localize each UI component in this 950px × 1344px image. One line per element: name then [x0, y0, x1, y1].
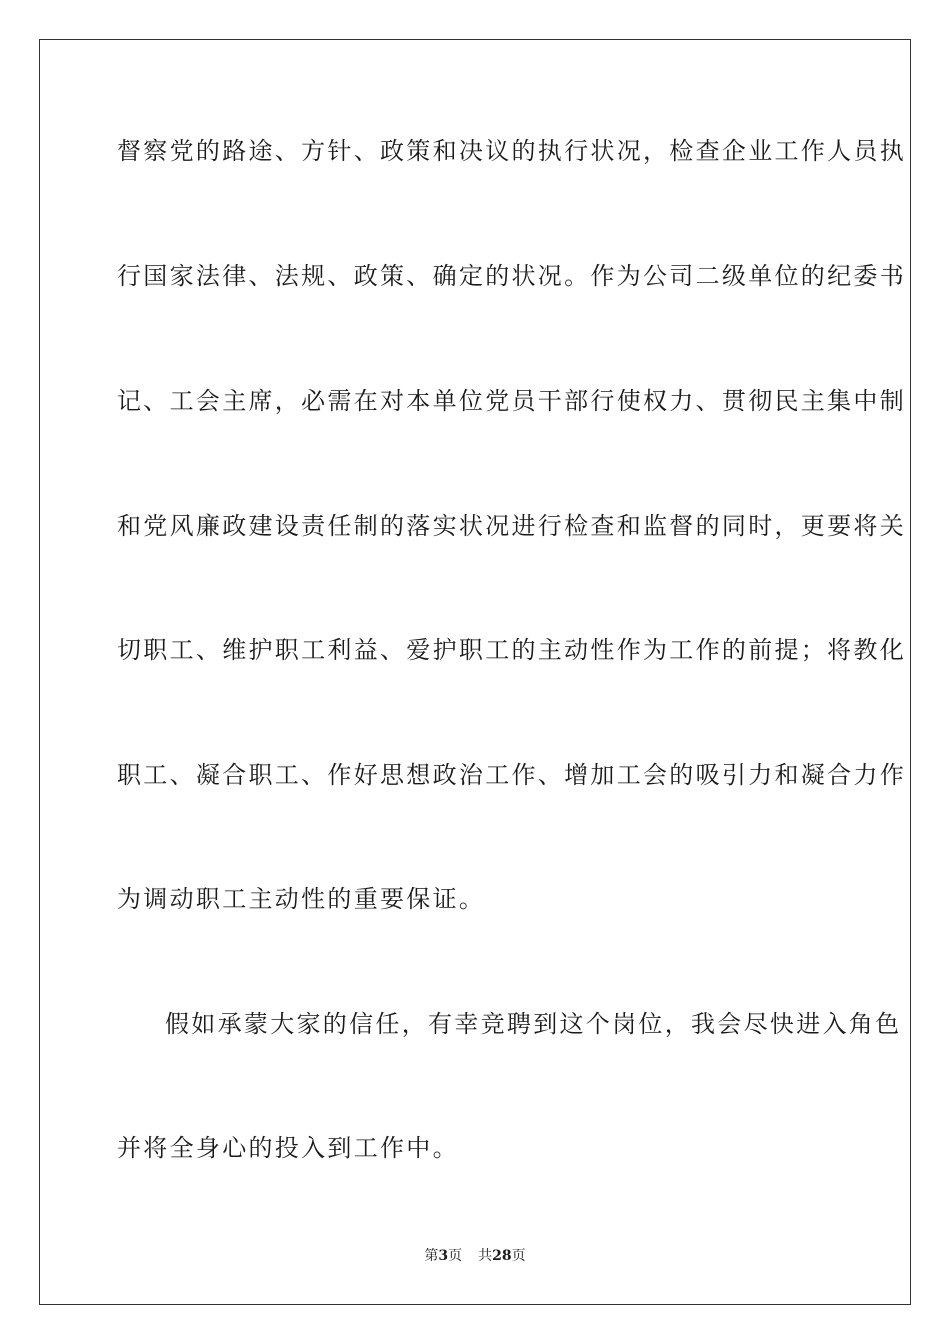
- body-text-line: 督察党的路途、方针、政策和决议的执行状况，检查企业工作人员执: [117, 137, 906, 165]
- total-label-suffix: 页: [511, 1248, 526, 1264]
- body-text-line: 为调动职工主动性的重要保证。: [117, 885, 486, 913]
- page-number: 3: [438, 1248, 449, 1264]
- page-label-prefix: 第: [424, 1248, 439, 1264]
- total-label-prefix: 共: [478, 1248, 493, 1264]
- body-text-line: 并将全身心的投入到工作中。: [117, 1134, 459, 1162]
- paragraph-start-line: 假如承蒙大家的信任，有幸竞聘到这个岗位，我会尽快进入角色: [165, 1010, 902, 1038]
- body-text-line: 记、工会主席，必需在对本单位党员干部行使权力、贯彻民主集中制: [117, 387, 906, 415]
- page-label-suffix: 页: [448, 1248, 463, 1264]
- total-pages: 28: [492, 1248, 512, 1264]
- page-frame: [39, 39, 911, 1305]
- body-text-line: 和党风廉政建设责任制的落实状况进行检查和监督的同时，更要将关: [117, 512, 906, 540]
- body-text-line: 行国家法律、法规、政策、确定的状况。作为公司二级单位的纪委书: [117, 262, 906, 290]
- body-text-line: 切职工、维护职工利益、爱护职工的主动性作为工作的前提；将教化: [117, 636, 906, 664]
- page-footer: [0, 1247, 950, 1265]
- body-text-line: 职工、凝合职工、作好思想政治工作、增加工会的吸引力和凝合力作: [117, 761, 906, 789]
